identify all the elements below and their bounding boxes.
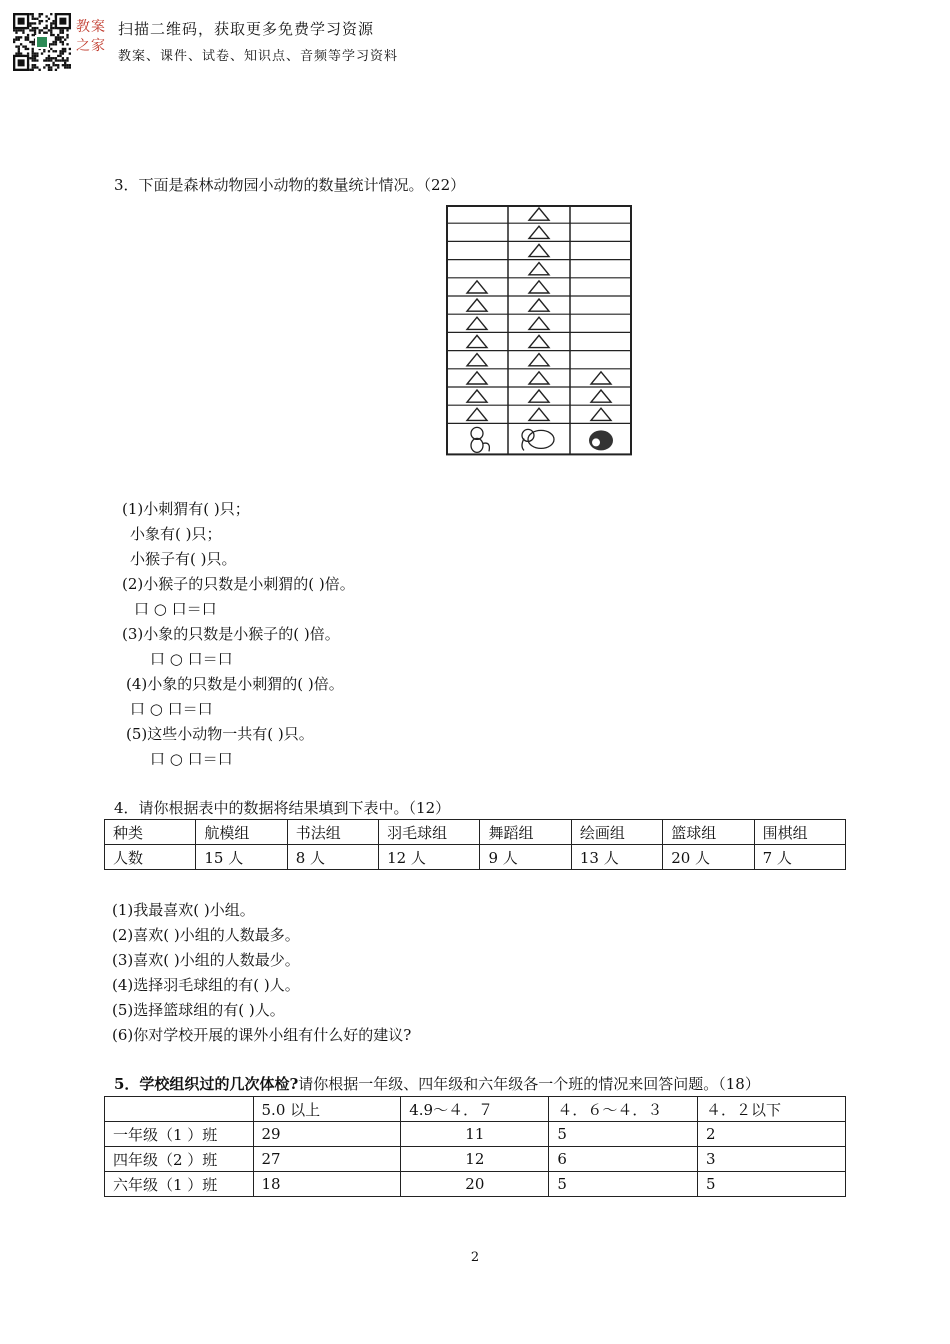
q4-title: 4．请你根据表中的数据将结果填到下表中。（12） — [114, 799, 451, 817]
q4-line-6: (6)你对学校开展的课外小组有什么好的建议? — [112, 1026, 412, 1044]
table-cell: 12 人 — [379, 845, 480, 870]
monkey-icon — [471, 427, 489, 452]
triangle-mark — [467, 335, 487, 347]
q3-title: 3．下面是森林动物园小动物的数量统计情况。（22） — [114, 176, 466, 194]
q5-title-rest: 请你根据一年级、四年级和六年级各一个班的情况来回答问题。（18） — [298, 1075, 760, 1093]
table-cell: 27 — [253, 1147, 401, 1172]
hedgehog-icon — [589, 430, 613, 450]
triangle-mark — [529, 244, 549, 256]
q4-line-3: (3)喜欢( )小组的人数最少。 — [112, 951, 300, 969]
triangle-mark — [467, 408, 487, 420]
table-cell: 15 人 — [196, 845, 287, 870]
table-cell: 绘画组 — [571, 820, 662, 845]
table-cell: 12 — [401, 1147, 549, 1172]
triangle-mark — [467, 317, 487, 329]
q4-table — [104, 819, 846, 870]
triangle-mark — [529, 354, 549, 366]
logo-line2: 之家 — [76, 38, 106, 54]
elephant-icon — [522, 429, 554, 450]
header-line2: 教案、课件、试卷、知识点、音频等学习资料 — [118, 49, 399, 64]
table-cell: 舞蹈组 — [480, 820, 571, 845]
q5-table — [104, 1096, 846, 1197]
q3-line-10: (5)这些小动物一共有( )只。 — [126, 725, 314, 743]
q3-line-2: 小象有( )只； — [130, 525, 222, 543]
table-cell — [105, 1097, 254, 1122]
table-cell: 四年级（2 ）班 — [105, 1147, 254, 1172]
logo — [76, 18, 114, 56]
triangle-mark — [467, 390, 487, 402]
table-row — [105, 1122, 846, 1147]
table-cell: 种类 — [105, 820, 196, 845]
table-cell: 2 — [697, 1122, 845, 1147]
triangle-mark — [467, 354, 487, 366]
triangle-mark — [467, 281, 487, 293]
q3-equation-4: 口 ○ 口＝口 — [130, 700, 213, 718]
table-row — [105, 1097, 846, 1122]
table-cell: 8 人 — [287, 845, 378, 870]
q3-line-3: 小猴子有( )只。 — [130, 550, 237, 568]
table-cell: 3 — [697, 1147, 845, 1172]
triangle-mark — [529, 299, 549, 311]
table-cell: 六年级（1 ）班 — [105, 1172, 254, 1197]
table-cell: 围棋组 — [754, 820, 845, 845]
triangle-mark — [467, 372, 487, 384]
table-cell: 18 — [253, 1172, 401, 1197]
q4-line-1: (1)我最喜欢( )小组。 — [112, 901, 255, 919]
q3-line-1: (1)小刺猬有( )只； — [122, 500, 250, 518]
triangle-mark — [529, 390, 549, 402]
triangle-mark — [529, 408, 549, 420]
table-row — [105, 1147, 846, 1172]
triangle-mark — [467, 299, 487, 311]
page-number: 2 — [470, 1250, 480, 1265]
triangle-mark — [529, 372, 549, 384]
triangle-mark — [529, 226, 549, 238]
animal-pictograph — [446, 205, 632, 457]
q5-title — [114, 1074, 760, 1094]
table-cell: 13 人 — [571, 845, 662, 870]
table-cell: 20 — [401, 1172, 549, 1197]
table-cell: 9 人 — [480, 845, 571, 870]
qr-code-icon — [13, 13, 71, 71]
triangle-mark — [529, 281, 549, 293]
logo-line1: 教案 — [76, 19, 106, 35]
table-cell: 羽毛球组 — [379, 820, 480, 845]
table-cell: 5 — [549, 1172, 698, 1197]
table-cell: 5 — [549, 1122, 698, 1147]
table-row — [105, 820, 846, 845]
table-row — [105, 845, 846, 870]
q4-line-4: (4)选择羽毛球组的有( )人。 — [112, 976, 300, 994]
table-cell: 20 人 — [663, 845, 754, 870]
triangle-mark — [529, 335, 549, 347]
q4-line-2: (2)喜欢( )小组的人数最多。 — [112, 926, 300, 944]
triangle-mark — [591, 408, 611, 420]
table-cell: ４．６～４．３ — [549, 1097, 698, 1122]
table-cell: 6 — [549, 1147, 698, 1172]
table-cell: ４．２以下 — [697, 1097, 845, 1122]
header-line1: 扫描二维码，获取更多免费学习资源 — [118, 20, 375, 38]
q3-equation-3: 口 ○ 口＝口 — [150, 650, 233, 668]
q5-title-bold: 5．学校组织过的几次体检? — [114, 1075, 299, 1093]
table-cell: 7 人 — [754, 845, 845, 870]
triangle-mark — [529, 263, 549, 275]
triangle-mark — [591, 372, 611, 384]
q4-line-5: (5)选择篮球组的有( )人。 — [112, 1001, 285, 1019]
table-cell: 篮球组 — [663, 820, 754, 845]
q3-line-6: (3)小象的只数是小猴子的( )倍。 — [122, 625, 340, 643]
table-cell: 人数 — [105, 845, 196, 870]
q3-line-4: (2)小猴子的只数是小刺猬的( )倍。 — [122, 575, 355, 593]
table-cell: 5 — [697, 1172, 845, 1197]
table-row — [105, 1172, 846, 1197]
q3-line-8: (4)小象的只数是小刺猬的( )倍。 — [126, 675, 344, 693]
triangle-mark — [529, 208, 549, 220]
table-cell: 航模组 — [196, 820, 287, 845]
table-cell: 29 — [253, 1122, 401, 1147]
table-cell: 书法组 — [287, 820, 378, 845]
table-cell: 11 — [401, 1122, 549, 1147]
q3-equation-5: 口 ○ 口＝口 — [150, 750, 233, 768]
table-cell: 4.9～４．７ — [401, 1097, 549, 1122]
triangle-mark — [529, 317, 549, 329]
table-cell: 一年级（1 ）班 — [105, 1122, 254, 1147]
table-cell: 5.0 以上 — [253, 1097, 401, 1122]
triangle-mark — [591, 390, 611, 402]
q3-equation-2: 口 ○ 口＝口 — [134, 600, 217, 618]
